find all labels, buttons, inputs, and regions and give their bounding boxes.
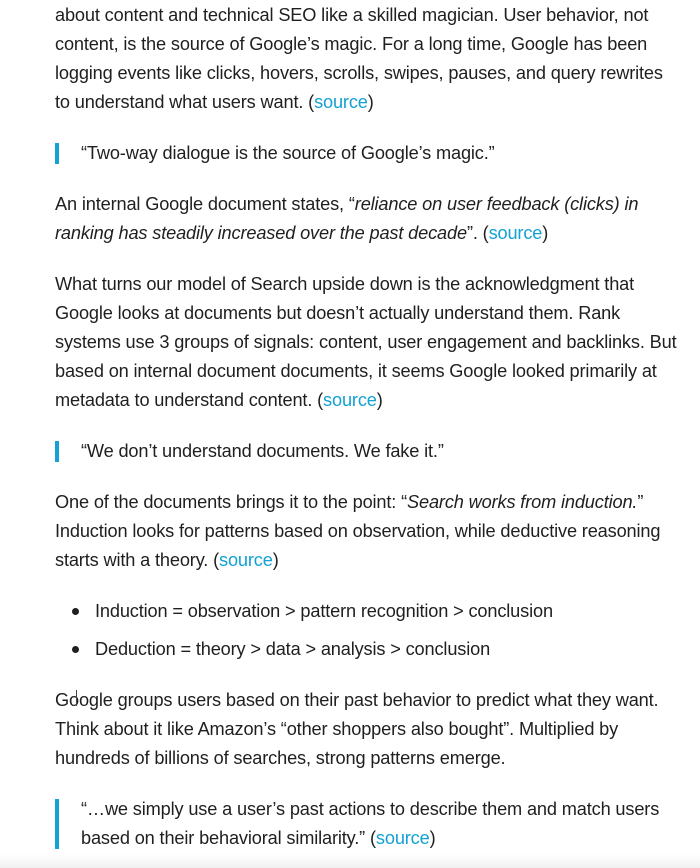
quote-bar (55, 799, 59, 849)
paragraph-text: ) (272, 550, 279, 570)
paragraph-text: ”. ( (466, 223, 489, 243)
paragraph-text: One of the documents brings it to the point: “ (55, 492, 408, 512)
list-item (55, 635, 680, 664)
paragraph-text: What turns our model of Search upside down is the acknowledgment that Google looks at documents but doesn’t actually understand them. Rank systems use 3 groups of signals: content, user engagement and backlinks. But based on internal document documents, it seems Google looked primarily at metadata to understand content. ( (55, 274, 677, 410)
article-body (55, 0, 680, 853)
paragraph-google-groups-users (55, 686, 680, 773)
list-item (55, 597, 680, 626)
paragraph-text: ogle groups users based on their past behavior to predict what they want. Think about it like Amazon’s “other shoppers also bought”. Multiplied by hundreds of billions of searches, strong patterns emerge. (55, 690, 659, 768)
quote-bar (55, 441, 59, 462)
paragraph-text: Go (55, 690, 79, 710)
quote-text: “We don’t understand documents. We fake it.” (81, 441, 444, 461)
quote-text: ) (429, 828, 436, 848)
blockquote-fake-it (55, 437, 680, 466)
paragraph-text: ) (376, 390, 383, 410)
paragraph-internal-document (55, 190, 680, 248)
paragraph-text: An internal Google document states, “ (55, 194, 355, 214)
paragraph-text: about content and technical SEO like a skilled magician. User behavior, not content, is the source of Google’s magic. For a long time, Google has been logging events like clicks, hovers, scrolls, swipes, pauses, and query rewrites to understand what users want. ( (55, 5, 663, 112)
paragraph-induction (55, 488, 680, 575)
source-link[interactable]: source (323, 390, 377, 410)
quote-bar (55, 143, 59, 164)
blockquote-two-way-dialogue (55, 139, 680, 168)
paragraph-italic-quote: reliance on user feedback (clicks) in ranking has steadily increased over the past decade (55, 194, 639, 243)
bullet-dot-icon (72, 646, 79, 653)
bullet-list (55, 597, 680, 664)
source-link[interactable]: source (219, 550, 273, 570)
list-item-text: Deduction = theory > data > analysis > conclusion (95, 639, 491, 659)
paragraph-italic-quote: Search works from induction. (407, 492, 638, 512)
source-link[interactable]: source (375, 828, 430, 848)
paragraph-model-of-search (55, 270, 680, 415)
bullet-dot-icon (72, 608, 79, 615)
blockquote-behavioral-similarity (55, 795, 680, 853)
paragraph-text: ) (367, 92, 374, 112)
list-item-text: Induction = observation > pattern recognition > conclusion (95, 601, 553, 621)
bottom-fade (0, 854, 700, 868)
quote-text: “…we simply use a user’s past actions to describe them and match users based on their behavioral similarity.” ( (81, 799, 660, 848)
source-link[interactable]: source (314, 92, 368, 112)
quote-text: “Two-way dialogue is the source of Google’s magic.” (81, 143, 495, 163)
paragraph-text: ) (542, 223, 549, 243)
source-link[interactable]: source (488, 223, 543, 243)
paragraph-text: ” Induction looks for patterns based on observation, while deductive reasoning starts with a theory. ( (55, 492, 661, 570)
paragraph-user-behavior (55, 1, 680, 117)
